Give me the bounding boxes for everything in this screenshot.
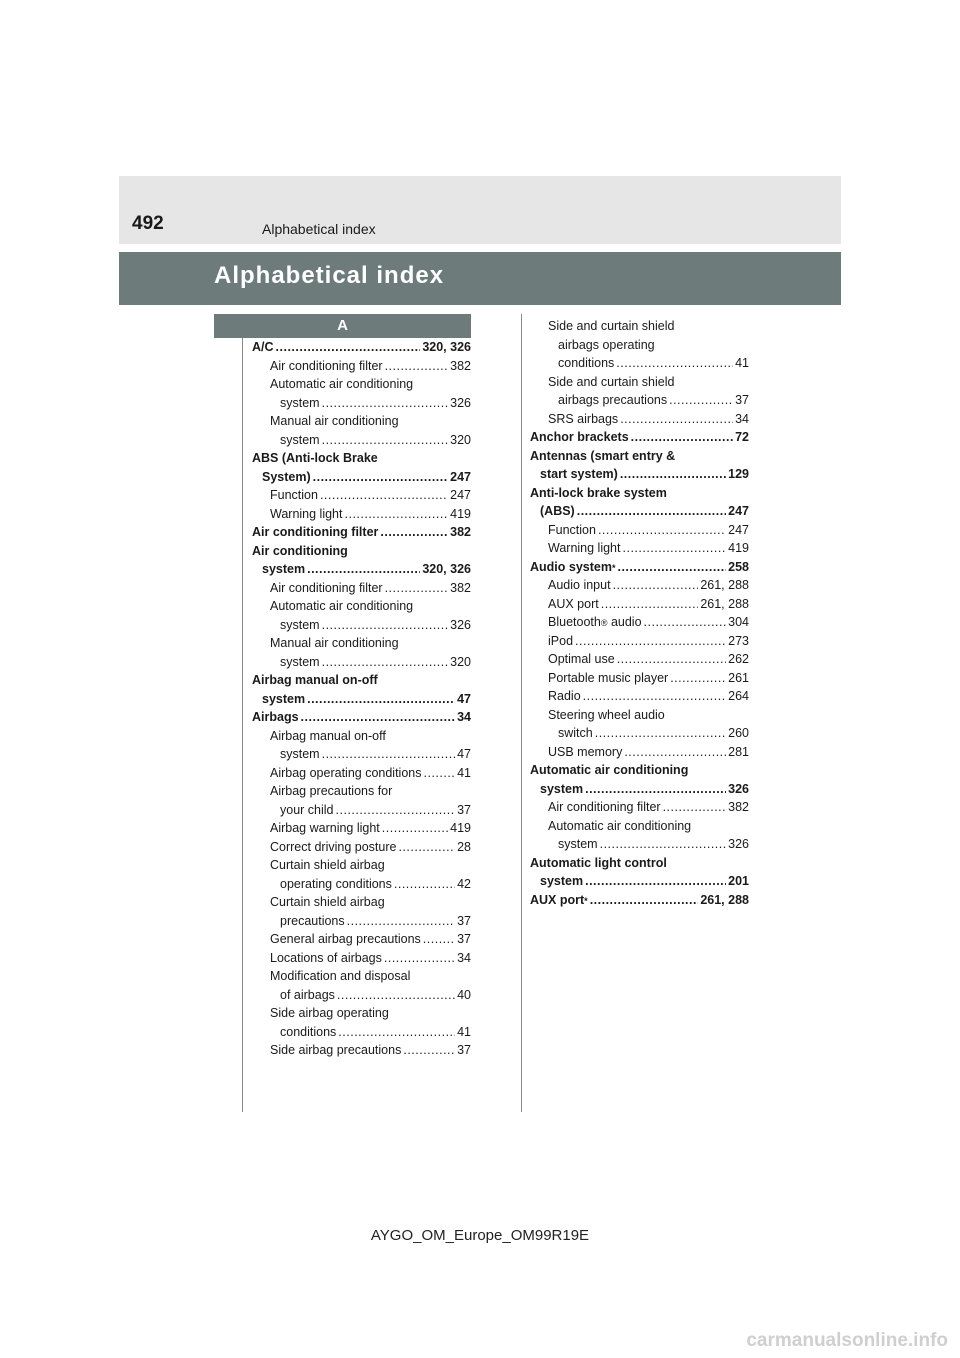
index-entry (530, 613, 749, 632)
index-entry-text: Side and curtain shield (548, 374, 675, 389)
index-leader-dots (623, 539, 727, 558)
index-entry (252, 986, 471, 1005)
index-leader-dots (347, 912, 455, 931)
index-entry-text: start system) (540, 467, 618, 481)
index-entry-text: of airbags (280, 987, 335, 1002)
index-entry-text: Curtain shield airbag (270, 895, 385, 909)
index-leader-dots (385, 579, 449, 598)
index-page-numbers: 320 (450, 654, 471, 669)
index-leader-dots (423, 930, 455, 949)
index-entry-text: Airbag operating conditions (270, 765, 422, 780)
index-page-numbers: 34 (457, 950, 471, 965)
index-entry (252, 653, 471, 672)
index-entry-text: Airbag warning light (270, 821, 380, 835)
index-entry-text: Automatic air conditioning (270, 377, 414, 391)
index-page-numbers: 72 (735, 430, 749, 444)
index-entry (252, 634, 471, 653)
index-entry-text: Function (548, 522, 596, 537)
index-page-numbers: 261, 288 (700, 578, 749, 592)
index-leader-dots (616, 354, 733, 373)
index-leader-dots (320, 486, 448, 505)
index-entry-text: System) (262, 469, 311, 484)
index-leader-dots (600, 835, 727, 854)
index-entry-text: Portable music player (548, 670, 669, 685)
index-entry-text: Audio system (530, 559, 612, 574)
right-column-rule (521, 314, 522, 1112)
index-entry-text: conditions (558, 356, 615, 370)
index-entry (252, 560, 471, 579)
index-leader-dots (424, 764, 456, 783)
index-entry-text: Manual air conditioning (270, 636, 399, 650)
index-leader-dots (338, 1023, 455, 1042)
index-page-numbers: 247 (728, 504, 749, 518)
index-entry-text: operating conditions (280, 876, 392, 891)
header-band (119, 176, 841, 244)
index-entry-text: conditions (280, 1024, 337, 1039)
index-entry-text: A/C (252, 340, 274, 354)
index-page-numbers: 47 (457, 691, 471, 706)
index-entry-text: system (540, 781, 584, 796)
index-entry-suffix: audio (607, 615, 642, 629)
index-entry (530, 354, 749, 373)
index-entry-text: Radio (548, 689, 581, 703)
index-entry-text: Automatic air conditioning (548, 818, 692, 833)
index-entry-text: Airbag precautions for (270, 784, 393, 798)
index-leader-dots (631, 428, 733, 447)
index-page-numbers: 320 (450, 432, 471, 447)
index-entry (252, 486, 471, 505)
index-leader-dots (620, 465, 726, 484)
index-entry (252, 930, 471, 949)
index-entry (530, 835, 749, 854)
index-leader-dots (307, 560, 420, 579)
index-leader-dots (663, 798, 727, 817)
index-page-numbers: 326 (728, 781, 749, 796)
index-leader-dots (322, 653, 449, 672)
index-entry (252, 875, 471, 894)
index-entry (530, 595, 749, 614)
index-page-numbers: 264 (728, 689, 749, 703)
index-page-numbers: 37 (457, 913, 471, 928)
index-page-numbers: 247 (450, 488, 471, 502)
index-page-numbers: 326 (450, 395, 471, 410)
index-entry (252, 745, 471, 764)
index-leader-dots (322, 616, 449, 635)
index-entry-text: Anti-lock brake system (530, 485, 667, 500)
index-entry (252, 412, 471, 431)
index-leader-dots (345, 505, 449, 524)
index-page-numbers: 247 (728, 522, 749, 537)
index-leader-dots (385, 357, 449, 376)
index-entry (252, 357, 471, 376)
index-entry-text: ABS (Anti-lock Brake (252, 451, 378, 465)
index-page-numbers: 34 (735, 411, 749, 426)
index-entry (252, 523, 471, 542)
index-entry (252, 967, 471, 986)
index-leader-dots (307, 690, 455, 709)
index-entry (530, 336, 749, 355)
index-entry (252, 856, 471, 875)
index-entry (530, 539, 749, 558)
index-entry (530, 576, 749, 595)
running-head: Alphabetical index (262, 221, 376, 237)
index-entry-text: Automatic air conditioning (270, 599, 414, 613)
index-leader-dots (585, 872, 726, 891)
index-leader-dots (398, 838, 455, 857)
index-page-numbers: 382 (450, 358, 471, 373)
left-column-rule (242, 338, 243, 1112)
index-entry-text: Side airbag operating (270, 1006, 389, 1020)
index-entry-superscript: * (584, 895, 588, 906)
index-entry (530, 465, 749, 484)
index-entry (530, 780, 749, 799)
index-page-numbers: 326 (450, 617, 471, 632)
index-entry (252, 394, 471, 413)
index-entry (530, 687, 749, 706)
index-entry (530, 373, 749, 392)
index-entry (252, 949, 471, 968)
index-column-left (252, 338, 471, 1060)
index-entry (530, 854, 749, 873)
index-leader-dots (380, 523, 448, 542)
index-page-numbers: 273 (728, 633, 749, 648)
index-entry-text: Air conditioning filter (270, 580, 383, 595)
index-leader-dots (613, 576, 699, 595)
index-page-numbers: 37 (735, 393, 749, 407)
index-page-numbers: 262 (728, 652, 749, 666)
index-entry-text: Correct driving posture (270, 839, 397, 854)
index-entry-text: Optimal use (548, 652, 615, 666)
index-entry-text: system (540, 874, 584, 888)
index-entry-text: system (280, 617, 320, 632)
index-entry (530, 669, 749, 688)
index-page-numbers: 41 (457, 1024, 471, 1039)
index-page-numbers: 304 (728, 615, 749, 629)
index-entry (252, 579, 471, 598)
page-title: Alphabetical index (214, 262, 445, 289)
page-number: 492 (132, 213, 164, 234)
index-entry-text: system (280, 747, 320, 761)
index-entry (530, 428, 749, 447)
index-entry (530, 558, 749, 577)
index-entry-text: Air conditioning filter (270, 358, 383, 373)
index-entry-text: Side airbag precautions (270, 1043, 402, 1057)
index-entry (252, 468, 471, 487)
index-entry-text: precautions (280, 913, 345, 928)
index-leader-dots (322, 745, 456, 764)
index-page-numbers: 281 (728, 744, 749, 759)
index-entry (530, 632, 749, 651)
index-entry (530, 521, 749, 540)
index-entry (530, 872, 749, 891)
index-entry (252, 616, 471, 635)
index-page-numbers: 41 (735, 356, 749, 370)
index-entry-text: Airbag manual on-off (270, 728, 386, 743)
index-entry-text: Curtain shield airbag (270, 858, 385, 872)
index-entry (252, 449, 471, 468)
index-leader-dots (313, 468, 449, 487)
index-page-numbers: 247 (450, 469, 471, 484)
index-leader-dots (601, 595, 699, 614)
index-entry (530, 743, 749, 762)
index-leader-dots (644, 613, 727, 632)
index-entry-text: system (262, 562, 306, 576)
index-leader-dots (394, 875, 455, 894)
index-entry (252, 690, 471, 709)
index-page-numbers: 382 (450, 580, 471, 595)
index-entry-text: system (558, 837, 598, 851)
index-entry-text: Air conditioning (252, 543, 348, 558)
index-leader-dots (590, 891, 699, 910)
index-leader-dots (337, 986, 455, 1005)
index-leader-dots (322, 431, 449, 450)
index-entry (530, 761, 749, 780)
index-entry (530, 798, 749, 817)
index-leader-dots (276, 338, 421, 357)
index-entry-text: Function (270, 488, 318, 502)
index-page-numbers: 320, 326 (422, 340, 471, 354)
index-page-numbers: 419 (450, 821, 471, 835)
index-entry (252, 671, 471, 690)
index-leader-dots (577, 502, 726, 521)
index-leader-dots (301, 708, 456, 727)
index-page-numbers: 261, 288 (700, 892, 749, 907)
index-entry (252, 801, 471, 820)
index-page-numbers: 326 (728, 837, 749, 851)
index-entry-text: Bluetooth (548, 615, 601, 629)
index-entry (530, 484, 749, 503)
index-page-numbers: 261 (728, 670, 749, 685)
index-page-numbers: 419 (450, 506, 471, 521)
index-entry (252, 838, 471, 857)
index-entry-text: system (280, 432, 320, 447)
index-entry-text: Airbag manual on-off (252, 673, 378, 687)
index-entry-text: Warning light (548, 541, 621, 555)
index-entry-text: iPod (548, 633, 574, 648)
index-entry-text: Airbags (252, 710, 299, 724)
index-entry (530, 317, 749, 336)
index-entry (252, 542, 471, 561)
index-entry (252, 338, 471, 357)
index-entry-text: airbags operating (558, 337, 655, 352)
index-entry (252, 375, 471, 394)
index-entry (252, 1041, 471, 1060)
index-page-numbers: 260 (728, 726, 749, 740)
index-leader-dots (617, 558, 726, 577)
index-entry (252, 597, 471, 616)
index-leader-dots (403, 1041, 455, 1060)
index-page-numbers: 42 (457, 876, 471, 891)
index-entry-text: Manual air conditioning (270, 414, 399, 428)
index-entry (252, 505, 471, 524)
index-page-numbers: 41 (457, 765, 471, 780)
index-entry (530, 391, 749, 410)
index-entry-text: Steering wheel audio (548, 707, 665, 722)
index-page-numbers: 37 (457, 1043, 471, 1057)
index-page-numbers: 37 (457, 802, 471, 817)
index-entry (252, 893, 471, 912)
index-page-numbers: 419 (728, 541, 749, 555)
index-entry (530, 502, 749, 521)
index-page-numbers: 129 (728, 467, 749, 481)
index-entry-text: USB memory (548, 744, 623, 759)
index-page-numbers: 320, 326 (422, 562, 471, 576)
index-leader-dots (583, 687, 726, 706)
document-code: AYGO_OM_Europe_OM99R19E (370, 1227, 590, 1244)
index-leader-dots (669, 391, 733, 410)
index-entry-text: Antennas (smart entry & (530, 448, 676, 463)
index-entry-text: Side and curtain shield (548, 319, 675, 333)
index-page-numbers: 382 (728, 800, 749, 814)
index-leader-dots (382, 819, 448, 838)
index-entry (252, 708, 471, 727)
index-leader-dots (384, 949, 455, 968)
index-entry (252, 1023, 471, 1042)
index-entry-superscript: ® (600, 618, 608, 628)
index-entry (252, 727, 471, 746)
index-page-numbers: 382 (450, 525, 471, 539)
index-entry-text: system (280, 654, 320, 669)
index-page-numbers: 28 (457, 839, 471, 854)
watermark: carmanualsonline.info (746, 1330, 948, 1351)
index-leader-dots (620, 410, 733, 429)
index-page-numbers: 34 (457, 710, 471, 724)
index-entry (252, 782, 471, 801)
index-entry-superscript: * (611, 562, 616, 573)
index-leader-dots (322, 394, 449, 413)
index-entry (530, 447, 749, 466)
index-page-numbers: 37 (457, 932, 471, 946)
index-entry (252, 431, 471, 450)
index-entry (530, 724, 749, 743)
index-entry (530, 650, 749, 669)
index-page-numbers: 201 (728, 874, 749, 888)
index-entry-text: system (280, 395, 320, 410)
index-column-right (530, 317, 749, 909)
index-entry (530, 891, 749, 910)
index-page-numbers: 261, 288 (700, 596, 749, 611)
index-page-numbers: 258 (728, 559, 749, 574)
index-entry-text: General airbag precautions (270, 932, 421, 946)
index-entry-text: switch (558, 726, 593, 740)
index-entry (530, 410, 749, 429)
index-entry-text: Warning light (270, 506, 343, 521)
index-leader-dots (575, 632, 726, 651)
index-leader-dots (336, 801, 456, 820)
index-entry (252, 764, 471, 783)
index-entry (530, 706, 749, 725)
index-page-numbers: 47 (457, 747, 471, 761)
index-entry-text: (ABS) (540, 504, 575, 518)
index-entry-text: Air conditioning filter (548, 800, 661, 814)
index-entry-text: your child (280, 802, 334, 817)
index-entry (252, 1004, 471, 1023)
index-page-numbers: 40 (457, 987, 471, 1002)
index-leader-dots (585, 780, 726, 799)
index-entry (252, 819, 471, 838)
index-entry-text: AUX port (548, 596, 599, 611)
index-entry-text: Automatic light control (530, 855, 667, 870)
index-leader-dots (617, 650, 726, 669)
index-entry-text: Automatic air conditioning (530, 763, 689, 777)
index-leader-dots (624, 743, 726, 762)
index-entry-text: Air conditioning filter (252, 525, 379, 539)
index-entry (252, 912, 471, 931)
index-entry-text: system (262, 691, 306, 706)
index-entry-text: airbags precautions (558, 393, 668, 407)
section-letter-tab: A (214, 314, 471, 338)
index-leader-dots (595, 724, 726, 743)
index-entry-text: Audio input (548, 578, 611, 592)
index-entry-text: Modification and disposal (270, 969, 411, 983)
index-entry-text: Locations of airbags (270, 950, 382, 965)
index-entry-text: AUX port (530, 892, 585, 907)
index-leader-dots (670, 669, 726, 688)
index-leader-dots (598, 521, 726, 540)
index-entry-text: SRS airbags (548, 411, 619, 426)
index-entry (530, 817, 749, 836)
index-entry-text: Anchor brackets (530, 430, 629, 444)
